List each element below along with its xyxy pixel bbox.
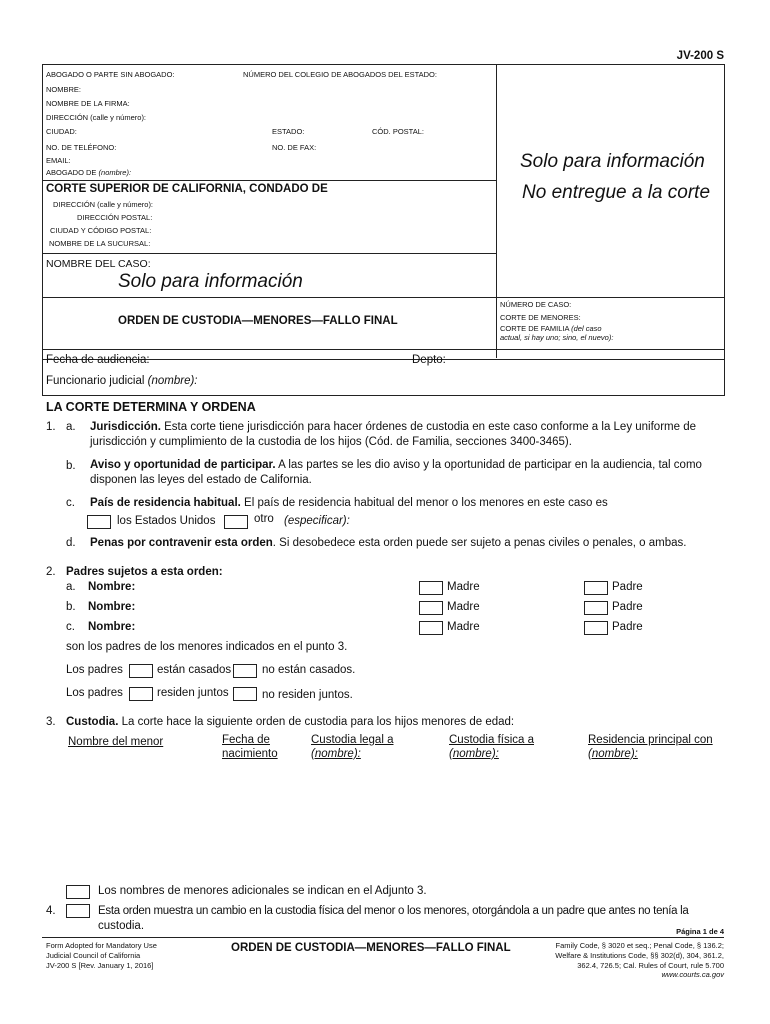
family-court-line <box>500 324 602 333</box>
item2b-mother-checkbox[interactable] <box>419 601 443 615</box>
item2c-mother-label: Madre <box>447 621 480 633</box>
parents-statement: son los padres de los menores indicados en el punto 3. <box>66 641 348 653</box>
item2a-letter: a. <box>66 581 76 593</box>
caption-divider <box>496 64 497 358</box>
item2b-letter: b. <box>66 601 76 613</box>
married-label: están casados <box>157 664 232 676</box>
item3-number: 3. <box>46 716 56 728</box>
footer-code-3: 362.4, 726.5; Cal. Rules of Court, rule 5.700 <box>577 961 724 970</box>
item1c-letter: c. <box>66 497 75 509</box>
item2c-letter: c. <box>66 621 75 633</box>
court-case-divider <box>42 253 497 254</box>
item1b-text-2: disponen las leyes del estado de California. <box>90 474 312 486</box>
us-residence-label: los Estados Unidos <box>117 515 216 527</box>
not-together-label: no residen juntos. <box>262 689 353 701</box>
other-country-label: otro <box>254 513 274 525</box>
item1c-text-line <box>90 497 608 509</box>
case-name-value: Solo para información <box>118 271 303 292</box>
attorney-for-label: ABOGADO DE <box>46 168 97 177</box>
case-title: ORDEN DE CUSTODIA—MENORES—FALLO FINAL <box>118 315 398 327</box>
footer-council: Judicial Council of California <box>46 951 141 960</box>
firm-name-label: NOMBRE DE LA FIRMA: <box>46 99 130 108</box>
case-name-label: NOMBRE DEL CASO: <box>46 258 151 270</box>
department-label: Depto: <box>412 354 446 366</box>
custody-change-checkbox[interactable] <box>66 904 90 918</box>
col-legal-2: (nombre): <box>311 748 361 760</box>
state-label: ESTADO: <box>272 127 305 136</box>
attorney-for-line <box>46 168 131 177</box>
item1d-letter: d. <box>66 537 76 549</box>
item4-text-2: custodia. <box>98 920 145 932</box>
item3-text-line <box>66 716 514 728</box>
item1d-text: . Si desobedece esta orden puede ser sujeto a penas civiles o penales, o ambas. <box>272 537 687 549</box>
item1d-text-line <box>90 537 686 549</box>
page-number: Página 1 de 4 <box>676 927 724 936</box>
col-physical-2: (nombre): <box>449 748 499 760</box>
phone-label: NO. DE TELÉFONO: <box>46 143 117 152</box>
item1a-text-2: jurisdicción y cumplimiento de la custodia de los hijos (Cód. de Familia, secciones 3400-3465). <box>90 436 572 448</box>
case-number-label: NÚMERO DE CASO: <box>500 300 572 309</box>
not-married-checkbox[interactable] <box>233 664 257 678</box>
address-label: DIRECCIÓN (calle y número): <box>46 113 147 122</box>
us-residence-checkbox[interactable] <box>87 515 111 529</box>
item2a-father-label: Padre <box>612 581 643 593</box>
item2c-father-checkbox[interactable] <box>584 621 608 635</box>
parents-label-1: Los padres <box>66 664 123 676</box>
court-mailing-label: DIRECCIÓN POSTAL: <box>77 213 153 222</box>
hearing-date-label: Fecha de audiencia: <box>46 354 150 366</box>
watermark-info-only: Solo para información <box>520 151 705 172</box>
court-city-zip-label: CIUDAD Y CÓDIGO POSTAL: <box>50 226 152 235</box>
item2a-mother-checkbox[interactable] <box>419 581 443 595</box>
juvenile-court-label: CORTE DE MENORES: <box>500 313 581 322</box>
col-dob-2: nacimiento <box>222 748 278 760</box>
footer-title: ORDEN DE CUSTODIA—MENORES—FALLO FINAL <box>231 942 511 954</box>
item1a-text-1: Esta corte tiene jurisdicción para hacer órdenes de custodia en este caso conforme a la Ley uniforme de <box>164 421 696 433</box>
live-together-checkbox[interactable] <box>129 687 153 701</box>
item2c-mother-checkbox[interactable] <box>419 621 443 635</box>
family-court-label: CORTE DE FAMILIA <box>500 324 570 333</box>
item4-number: 4. <box>46 905 56 917</box>
other-country-hint: (especificar): <box>284 515 350 527</box>
footer-adopted: Form Adopted for Mandatory Use <box>46 941 157 950</box>
item1c-text: El país de residencia habitual del menor o los menores en este caso es <box>244 497 608 509</box>
item2a-mother-label: Madre <box>447 581 480 593</box>
item2c-name-label: Nombre: <box>88 621 136 633</box>
court-branch-label: NOMBRE DE LA SUCURSAL: <box>49 239 151 248</box>
zip-label: CÓD. POSTAL: <box>372 127 424 136</box>
item1c-title: País de residencia habitual. <box>90 497 241 509</box>
additional-minors-checkbox[interactable] <box>66 885 90 899</box>
item3-text: La corte hace la siguiente orden de custodia para los hijos menores de edad: <box>121 716 515 728</box>
email-label: EMAIL: <box>46 156 71 165</box>
not-together-checkbox[interactable] <box>233 687 257 701</box>
col-child-name: Nombre del menor <box>68 736 164 748</box>
item2a-father-checkbox[interactable] <box>584 581 608 595</box>
item2b-mother-label: Madre <box>447 601 480 613</box>
attorney-party-label: ABOGADO O PARTE SIN ABOGADO: <box>46 70 175 79</box>
item1a-text-line1 <box>90 421 710 433</box>
additional-minors-label: Los nombres de menores adicionales se indican en el Adjunto 3. <box>98 885 427 897</box>
bar-number-label: NÚMERO DEL COLEGIO DE ABOGADOS DEL ESTADO: <box>243 70 437 79</box>
item1b-title: Aviso y oportunidad de participar. <box>90 459 276 471</box>
col-dob-1: Fecha de <box>222 734 270 746</box>
attorney-for-hint: (nombre): <box>98 168 132 177</box>
col-legal-1: Custodia legal a <box>311 734 394 746</box>
attorney-court-divider <box>42 180 497 181</box>
col-physical-1: Custodia física a <box>449 734 535 746</box>
footer-revision: JV-200 S [Rev. January 1, 2016] <box>46 961 154 970</box>
not-married-label: no están casados. <box>262 664 356 676</box>
fax-label: NO. DE FAX: <box>272 143 317 152</box>
section-title: LA CORTE DETERMINA Y ORDENA <box>46 400 256 414</box>
family-court-hint-1: (del caso <box>571 324 602 333</box>
form-number: JV-200 S <box>676 50 724 62</box>
judicial-officer-label: Funcionario judicial <box>46 375 145 387</box>
item2b-name-label: Nombre: <box>88 601 136 613</box>
item1-number: 1. <box>46 421 56 433</box>
item2b-father-label: Padre <box>612 601 643 613</box>
name-label: NOMBRE: <box>46 85 82 94</box>
married-checkbox[interactable] <box>129 664 153 678</box>
live-together-label: residen juntos <box>157 687 229 699</box>
court-title: CORTE SUPERIOR DE CALIFORNIA, CONDADO DE <box>46 183 328 195</box>
city-label: CIUDAD: <box>46 127 77 136</box>
item2-number: 2. <box>46 566 56 578</box>
item1b-text-1: A las partes se les dio aviso y la oportunidad de participar en la audiencia, tal como <box>278 459 702 471</box>
case-title-divider <box>42 297 724 298</box>
item2-title: Padres sujetos a esta orden: <box>66 566 223 578</box>
item1a-letter: a. <box>66 421 76 433</box>
parents-label-2: Los padres <box>66 687 123 699</box>
item1b-text-line1 <box>90 459 710 471</box>
item1a-title: Jurisdicción. <box>90 421 161 433</box>
judicial-officer-hint: (nombre): <box>147 375 198 387</box>
item2a-name-label: Nombre: <box>88 581 136 593</box>
court-street-label: DIRECCIÓN (calle y número): <box>53 200 154 209</box>
footer-website: www.courts.ca.gov <box>661 970 724 979</box>
footer-code-1: Family Code, § 3020 et seq.; Penal Code, § 136.2; <box>555 941 724 950</box>
other-country-checkbox[interactable] <box>224 515 248 529</box>
item1d-title: Penas por contravenir esta orden <box>90 537 273 549</box>
item2c-father-label: Padre <box>612 621 643 633</box>
footer-code-2: Welfare & Institutions Code, §§ 302(d), 304, 361.2, <box>555 951 724 960</box>
item2b-father-checkbox[interactable] <box>584 601 608 615</box>
col-residence-1: Residencia principal con <box>588 734 713 746</box>
col-residence-2: (nombre): <box>588 748 638 760</box>
item3-title: Custodia. <box>66 716 119 728</box>
item4-text-1: Esta orden muestra un cambio en la custodia física del menor o los menores, otorgándola a un padre que antes no tenía la <box>98 905 689 917</box>
judicial-officer-line <box>46 375 198 387</box>
watermark-do-not-file: No entregue a la corte <box>522 182 711 203</box>
family-court-hint-2: actual, si hay uno; sino, el nuevo): <box>500 333 614 342</box>
item1b-letter: b. <box>66 460 76 472</box>
footer-rule <box>42 937 724 938</box>
